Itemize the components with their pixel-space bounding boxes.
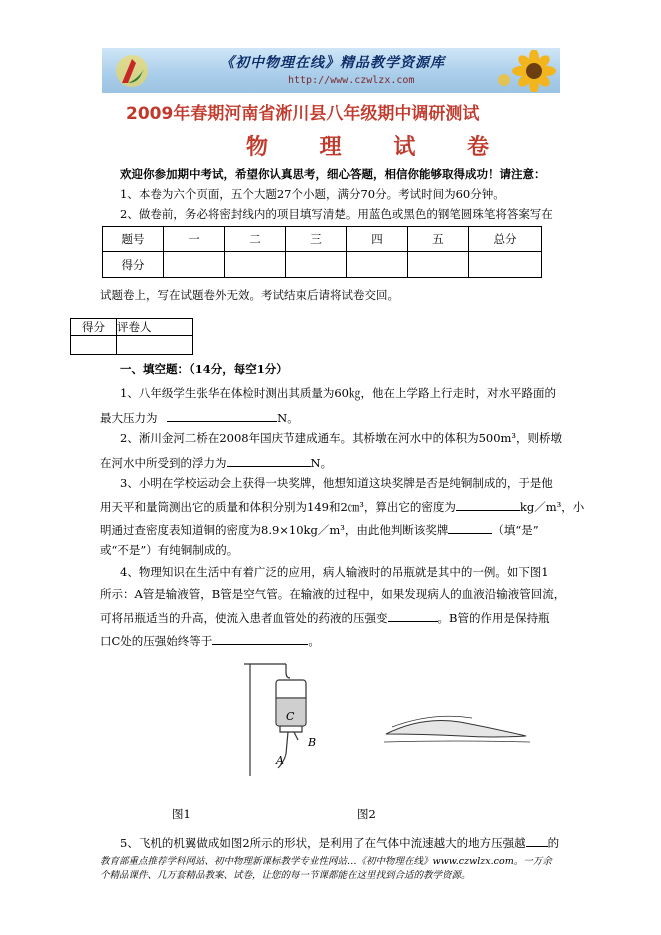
grader-table <box>70 318 193 355</box>
footer-line-1: 教育部重点推荐学科网站、初中物理新课标教学专业性网站…《初中物理在线》www.czwlzx.com。一万余 <box>100 856 552 867</box>
question-5-blank[interactable] <box>526 834 548 847</box>
question-5-text: 5、飞机的机翼做成如图2所示的形状，是利用了在气体中流速越大的地方压强越 <box>120 836 526 850</box>
question-5-tail: 的 <box>547 836 560 850</box>
score-cell <box>408 252 469 278</box>
question-5-line-1 <box>120 834 559 850</box>
question-4-text-c: 可将吊瓶适当的升高，使流入患者血管处的药液的压强变 <box>100 611 388 625</box>
grader-name-cell <box>117 336 193 355</box>
grader-score-label: 得分 <box>71 319 117 336</box>
question-3-text-b: 用天平和量筒测出它的质量和体积分别为149和2㎝³，算出它的密度为 <box>100 500 456 514</box>
figure-2-airfoil <box>382 712 532 762</box>
score-table-row-label: 得分 <box>103 252 164 278</box>
question-1-line-2 <box>100 409 299 425</box>
question-3-line-3 <box>100 521 539 537</box>
question-3-text-c: 明通过查密度表知道铜的密度为8.9×10kg／m³，由此他判断该奖牌 <box>100 523 449 537</box>
score-cell <box>347 252 408 278</box>
question-4-blank-2[interactable] <box>212 632 308 645</box>
question-4-line-3 <box>100 609 549 625</box>
exam-subtitle: 物 理 试 卷 <box>246 135 511 160</box>
figure-1-label-c: C <box>286 710 295 723</box>
score-table-header: 四 <box>347 227 408 252</box>
question-4-blank-1[interactable] <box>388 609 438 622</box>
score-table-header: 三 <box>286 227 347 252</box>
question-4-line-2: 所示：A管是输液管，B管是空气管。在输液的过程中，如果发现病人的血液沿输液管回流， <box>100 587 566 601</box>
question-3-line-4: 或“不是”）有纯铜制成的。 <box>100 543 239 557</box>
question-2-line-1: 2、淅川金河二桥在2008年国庆节建成通车。其桥墩在河水中的体积为500m³，则桥墩 <box>120 431 563 445</box>
question-3-blank-2[interactable] <box>448 521 492 534</box>
score-table-header: 二 <box>225 227 286 252</box>
question-4-tail-c: 。B管的作用是保持瓶 <box>437 611 550 625</box>
question-2-unit: N。 <box>310 456 333 470</box>
question-3-line-2 <box>100 498 584 514</box>
question-2-text: 在河水中所受到的浮力为 <box>100 456 227 470</box>
banner-title: 《初中物理在线》精品教学资源库 <box>220 55 445 71</box>
figure-1-label-b: B <box>308 736 317 749</box>
figure-2-caption: 图2 <box>357 807 376 821</box>
instructions-item-2: 2、做卷前，务必将密封线内的项目填写清楚。用蓝色或黑色的钢笔圆珠笔将答案写在 <box>120 207 553 221</box>
banner-url: http://www.czwlzx.com <box>288 75 415 86</box>
question-1-blank[interactable] <box>167 409 277 422</box>
question-3-line-1: 3、小明在学校运动会上获得一块奖牌，他想知道这块奖牌是否是纯铜制成的，于是他 <box>120 476 553 490</box>
grader-score-cell <box>71 336 117 355</box>
section-1-title: 一、填空题：（14分，每空1分） <box>120 362 288 376</box>
question-4-text-d: 口C处的压强始终等于 <box>100 634 213 648</box>
question-1-unit: N。 <box>277 411 299 425</box>
question-3-tail-c: （填“是” <box>492 523 539 537</box>
instructions-greeting: 欢迎你参加期中考试，希望你认真思考，细心答题，相信你能够取得成功！请注意： <box>120 167 546 181</box>
figure-1-label-a: A <box>276 754 284 767</box>
score-table <box>102 226 542 278</box>
site-banner <box>102 48 560 93</box>
exam-title: 2009年春期河南省淅川县八年级期中调研测试 <box>126 104 480 124</box>
question-4-tail-d: 。 <box>308 634 320 648</box>
score-cell <box>286 252 347 278</box>
question-4-line-4 <box>100 632 320 648</box>
question-1-text: 最大压力为 <box>100 411 158 425</box>
score-table-header: 五 <box>408 227 469 252</box>
question-2-blank[interactable] <box>227 454 311 467</box>
score-cell <box>164 252 225 278</box>
score-table-header: 一 <box>164 227 225 252</box>
question-3-unit-b: kg／m³，小 <box>519 500 585 514</box>
score-table-header: 总分 <box>469 227 542 252</box>
score-cell <box>469 252 542 278</box>
grader-name-label: 评卷人 <box>117 319 193 336</box>
site-logo-icon <box>114 53 150 89</box>
figure-1-iv-drip <box>228 658 338 778</box>
sunflower-icon <box>496 50 556 92</box>
question-4-line-1: 4、物理知识在生活中有着广泛的应用，病人输液时的吊瓶就是其中的一例。如下图1 <box>120 565 549 579</box>
question-1-line-1: 1、八年级学生张华在体检时测出其质量为60㎏，他在上学路上行走时，对水平路面的 <box>120 386 556 400</box>
question-3-blank-1[interactable] <box>456 498 520 511</box>
instructions-item-2-cont: 试题卷上，写在试题卷外无效。考试结束后请将试卷交回。 <box>100 288 399 302</box>
score-table-header: 题号 <box>103 227 164 252</box>
question-2-line-2 <box>100 454 332 470</box>
instructions-item-1: 1、本卷为六个页面，五个大题27个小题，满分70分。考试时间为60分钟。 <box>120 187 505 201</box>
footer-line-2: 个精品课件、几万套精品教案、试卷，让您的每一节课都能在这里找到合适的教学资源。 <box>100 870 471 881</box>
figure-1-caption: 图1 <box>172 807 191 821</box>
score-cell <box>225 252 286 278</box>
